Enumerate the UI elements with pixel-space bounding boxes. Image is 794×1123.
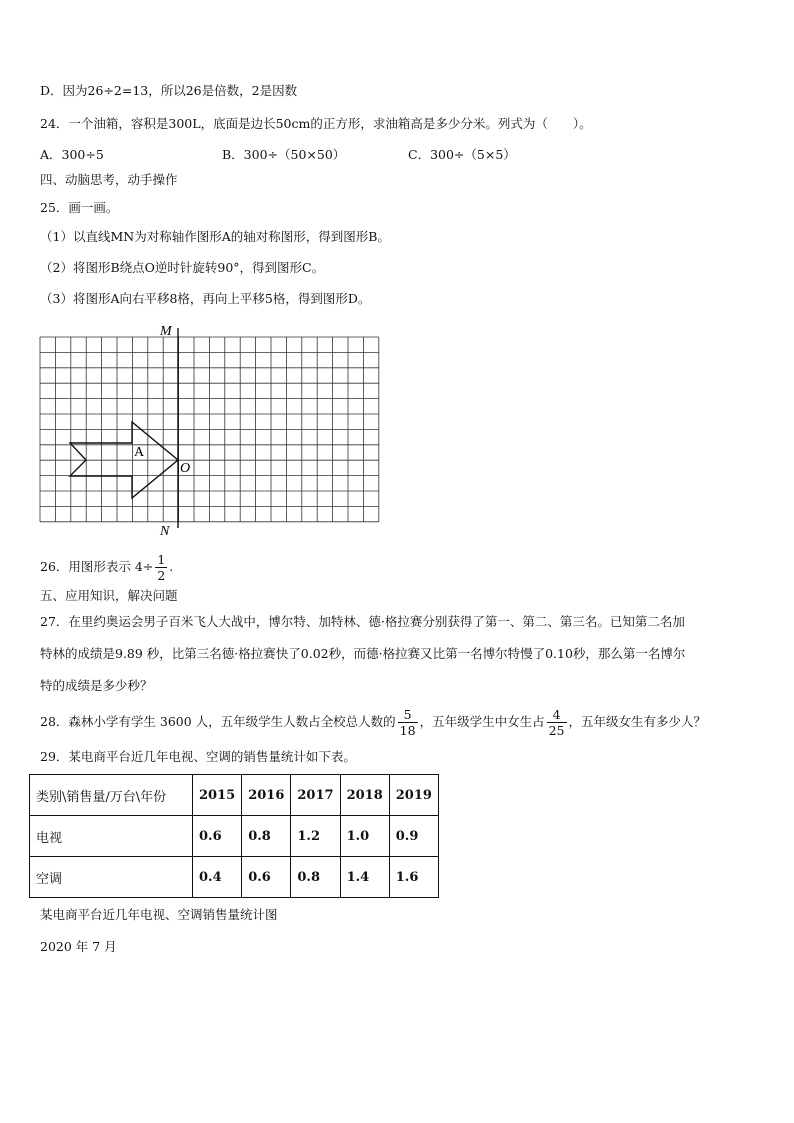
sales-table — [29, 774, 439, 898]
table-header-cell: 2017 — [291, 775, 340, 816]
q27-line-1: 27．在里约奥运会男子百米飞人大战中，博尔特、加特林、德·格拉赛分别获得了第一、第二、第三名。已知第二名加 — [40, 614, 685, 629]
table-row — [30, 857, 439, 898]
table-cell: 电视 — [30, 816, 193, 857]
table-cell: 0.8 — [242, 816, 291, 857]
q28-f2-denominator: 25 — [548, 723, 565, 738]
q27-line-3: 特的成绩是多少秒？ — [40, 678, 153, 693]
q24-options — [40, 145, 740, 163]
table-cell: 1.6 — [389, 857, 438, 898]
q27-line-2: 特林的成绩是9.89 秒，比第三名德·格拉赛快了0.02秒，而德·格拉赛又比第一名博尔特慢了0.10秒，那么第一名博尔 — [40, 646, 686, 661]
table-cell: 1.4 — [340, 857, 389, 898]
chart-title: 某电商平台近几年电视、空调销售量统计图 — [40, 907, 278, 922]
table-cell: 1.2 — [291, 816, 340, 857]
table-cell: 0.9 — [389, 816, 438, 857]
label-a: A — [134, 445, 145, 460]
table-row — [30, 816, 439, 857]
q26-fraction — [155, 552, 167, 583]
q24-option-b[interactable]: B．300÷（50×50） — [222, 147, 346, 162]
q24-option-c[interactable]: C．300÷（5×5） — [408, 147, 516, 162]
q24-option-a[interactable]: A．300÷5 — [40, 147, 104, 162]
table-header-cell: 2018 — [340, 775, 389, 816]
q28-f1-denominator: 18 — [399, 723, 416, 738]
section5-title: 五、应用知识，解决问题 — [40, 588, 178, 603]
label-o: O — [180, 461, 191, 476]
table-header-row — [30, 775, 439, 816]
q29-stem: 29．某电商平台近几年电视、空调的销售量统计如下表。 — [40, 749, 356, 764]
q25-part-3: （3）将图形A向右平移8格，再向上平移5格，得到图形D。 — [40, 291, 371, 306]
table-header-cell: 2019 — [389, 775, 438, 816]
q28-fraction-2 — [547, 707, 567, 738]
q28-fraction-1 — [398, 707, 418, 738]
table-header-cell: 2015 — [193, 775, 242, 816]
q25-part-1: （1）以直线MN为对称轴作图形A的轴对称图形，得到图形B。 — [40, 229, 390, 244]
table-header-cell: 类别\销售量/万台\年份 — [30, 775, 193, 816]
q25-part-2: （2）将图形B绕点O逆时针旋转90°，得到图形C。 — [40, 260, 325, 275]
table-cell: 0.8 — [291, 857, 340, 898]
q26-suffix: . — [169, 559, 174, 574]
q28-prefix: 28．森林小学有学生 3600 人，五年级学生人数占全校总人数的 — [40, 714, 396, 729]
q28 — [40, 707, 706, 738]
table-cell: 空调 — [30, 857, 193, 898]
q28-suffix: ，五年级女生有多少人？ — [568, 714, 707, 729]
q23-option-d: D．因为26÷2=13，所以26是倍数，2是因数 — [40, 83, 298, 98]
table-cell: 1.0 — [340, 816, 389, 857]
symmetry-grid-figure[interactable] — [0, 320, 794, 540]
chart-date: 2020 年 7 月 — [40, 939, 117, 954]
table-cell: 0.6 — [193, 816, 242, 857]
q26-prefix: 26．用图形表示 4÷ — [40, 559, 154, 574]
table-header-cell: 2016 — [242, 775, 291, 816]
q26-numerator: 1 — [157, 552, 166, 567]
section4-title: 四、动脑思考，动手操作 — [40, 172, 178, 187]
table-cell: 0.4 — [193, 857, 242, 898]
label-m: M — [160, 324, 172, 339]
label-n: N — [160, 524, 170, 539]
q26-denominator: 2 — [157, 568, 166, 583]
q28-f2-numerator: 4 — [547, 707, 567, 723]
table-cell: 0.6 — [242, 857, 291, 898]
q24-stem: 24．一个油箱，容积是300L，底面是边长50cm的正方形，求油箱高是多少分米。列式为（ ）。 — [40, 116, 592, 131]
grid-lines — [40, 337, 379, 522]
q26 — [40, 552, 173, 583]
q28-middle: ，五年级学生中女生占 — [419, 714, 545, 729]
q25-stem: 25．画一画。 — [40, 200, 119, 215]
q28-f1-numerator: 5 — [398, 707, 418, 723]
